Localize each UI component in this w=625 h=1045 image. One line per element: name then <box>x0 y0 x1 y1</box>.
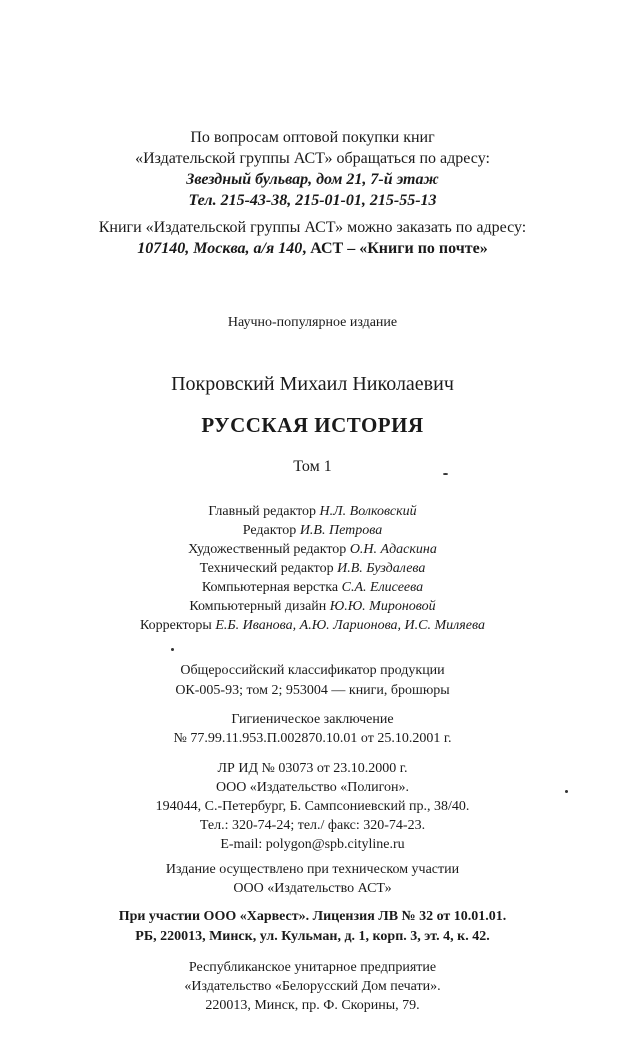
license-line-3: 194044, С.-Петербург, Б. Сампсониевский пр., 38/40. <box>155 799 470 814</box>
credit-layout <box>0 580 625 596</box>
wholesale-address: Звездный бульвар, дом 21, 7-й этаж <box>186 171 439 188</box>
credit-role: Редактор <box>242 523 297 538</box>
harvest-line-1: При участии ООО «Харвест». Лицензия ЛВ № 32 от 10.01.01. <box>118 909 507 924</box>
credit-name: С.А. Елисеева <box>341 580 424 595</box>
hygiene-line-2: № 77.99.11.953.П.002870.10.01 от 25.10.2001 г. <box>173 731 452 746</box>
scan-speck <box>565 790 568 793</box>
credit-role: Технический редактор <box>199 561 334 576</box>
credit-tech-editor <box>0 561 625 577</box>
license-line-2: ООО «Издательство «Полигон». <box>215 780 410 795</box>
order-address <box>0 240 625 258</box>
credit-name: И.В. Петрова <box>299 523 383 538</box>
credit-name: Н.Л. Волковский <box>319 504 417 519</box>
hygiene-line-1: Гигиеническое заключение <box>231 712 394 727</box>
license-line-1: ЛР ИД № 03073 от 23.10.2000 г. <box>217 761 408 776</box>
order-address-rest: , АСТ – «Книги по почте» <box>302 240 488 257</box>
scan-speck <box>443 473 448 475</box>
credit-name: И.В. Буздалева <box>337 561 426 576</box>
volume-label: Том 1 <box>293 458 332 475</box>
wholesale-phones: Тел. 215-43-38, 215-01-01, 215-55-13 <box>188 192 437 209</box>
order-address-italic: 107140, Москва, а/я 140 <box>137 240 303 257</box>
wholesale-line-2: «Издательской группы АСТ» обращаться по адресу: <box>135 150 490 167</box>
wholesale-line-1: По вопросам оптовой покупки книг <box>190 129 435 146</box>
edition-type: Научно-популярное издание <box>227 315 398 330</box>
printer-line-1: Республиканское унитарное предприятие <box>188 960 437 975</box>
credit-role: Корректоры <box>140 618 212 633</box>
credit-chief-editor <box>0 504 625 520</box>
printer-line-2: «Издательство «Белорусский Дом печати». <box>184 979 441 994</box>
license-line-4: Тел.: 320-74-24; тел./ факс: 320-74-23. <box>199 818 426 833</box>
credit-editor <box>0 523 625 539</box>
book-title: РУССКАЯ ИСТОРИЯ <box>201 413 424 437</box>
technical-line-1: Издание осуществлено при техническом участии <box>165 862 460 877</box>
classifier-line-1: Общероссийский классификатор продукции <box>180 663 445 678</box>
credit-role: Компьютерный дизайн <box>189 599 327 614</box>
technical-line-2: ООО «Издательство АСТ» <box>233 881 392 896</box>
classifier-line-2: ОК-005-93; том 2; 953004 — книги, брошюры <box>175 683 450 698</box>
credit-art-editor <box>0 542 625 558</box>
credit-name: Е.Б. Иванова, А.Ю. Ларионова, И.С. Миляева <box>215 618 485 633</box>
scan-speck <box>171 648 174 651</box>
credit-proofreaders <box>0 618 625 634</box>
credit-role: Художественный редактор <box>188 542 347 557</box>
printer-line-3: 220013, Минск, пр. Ф. Скорины, 79. <box>205 998 420 1013</box>
license-email: E-mail: polygon@spb.cityline.ru <box>220 837 405 852</box>
order-line-1: Книги «Издательской группы АСТ» можно заказать по адресу: <box>98 219 527 236</box>
author-name: Покровский Михаил Николаевич <box>171 373 454 395</box>
credit-name: Ю.Ю. Мироновой <box>329 599 436 614</box>
credit-role: Главный редактор <box>208 504 317 519</box>
credit-design <box>0 599 625 615</box>
credit-name: О.Н. Адаскина <box>349 542 437 557</box>
credit-role: Компьютерная верстка <box>201 580 339 595</box>
harvest-line-2: РБ, 220013, Минск, ул. Кульман, д. 1, корп. 3, эт. 4, к. 42. <box>135 929 490 944</box>
